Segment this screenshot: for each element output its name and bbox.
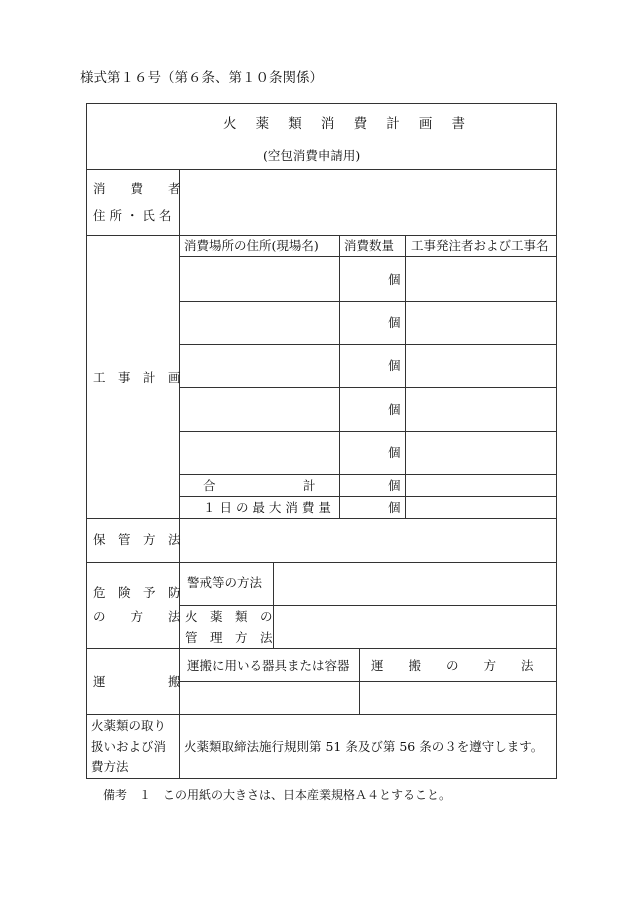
plan-quantity-divider: [339, 235, 340, 518]
rule-after-transport: [87, 714, 556, 715]
plan-header-rule: [179, 256, 556, 257]
plan-row-rule-1: [179, 301, 556, 302]
explosives-consumption-plan-form: [86, 103, 557, 779]
plan-contractor-divider: [405, 235, 406, 518]
rule-after-storage: [87, 562, 556, 563]
storage-label: 保 管 方 法: [93, 532, 181, 547]
unit-total: 個: [388, 478, 401, 493]
plan-row-rule-5: [179, 474, 556, 475]
storage-field[interactable]: [180, 519, 556, 562]
form-note: 備考 １ この用紙の大きさは、日本産業規格Ａ４とすること。: [103, 788, 452, 802]
form-subtitle: (空包消費申請用): [263, 148, 361, 163]
max-daily-label: １ 日 の 最 大 消 費 量: [203, 500, 331, 515]
danger-inner-rule: [179, 605, 556, 606]
unit-row-1: 個: [388, 272, 401, 287]
handling-label-line3: 費方法: [91, 759, 129, 774]
transport-equipment-header: 運搬に用いる器具または容器: [187, 658, 350, 673]
construction-plan-label: 工 事 計 画: [93, 370, 181, 385]
danger-label-line2: の 方 法: [93, 609, 181, 624]
rule-after-danger: [87, 648, 556, 649]
transport-method-header: 運 搬 の 方 法: [371, 658, 534, 673]
transport-inner-divider: [359, 648, 360, 714]
unit-max-daily: 個: [388, 500, 401, 515]
guard-method-label: 警戒等の方法: [187, 575, 263, 590]
form-number: 様式第１６号（第６条、第１０条関係）: [80, 70, 323, 86]
transport-label: 運 搬: [93, 674, 181, 689]
plan-row-rule-3: [179, 387, 556, 388]
consumer-label-line2: 住 所 ・ 氏 名: [93, 208, 172, 223]
transport-inner-rule: [179, 681, 556, 682]
total-label: 合 計: [203, 478, 316, 493]
danger-label-line1: 危 険 予 防: [93, 585, 181, 600]
unit-row-4: 個: [388, 402, 401, 417]
consumer-label-line1: 消 費 者: [93, 181, 181, 196]
plan-row-rule-4: [179, 431, 556, 432]
management-label-line1: 火 薬 類 の: [185, 609, 273, 624]
unit-row-2: 個: [388, 315, 401, 330]
handling-label-line1: 火薬類の取り: [91, 718, 167, 733]
danger-inner-divider: [273, 562, 274, 648]
management-label-line2: 管 理 方 法: [185, 630, 273, 645]
consumer-field[interactable]: [180, 170, 556, 235]
header-quantity: 消費数量: [344, 238, 395, 253]
plan-total-rule: [179, 496, 556, 497]
unit-row-5: 個: [388, 445, 401, 460]
rule-after-consumer: [87, 235, 556, 236]
handling-label-line2: 扱いおよび消: [91, 739, 167, 754]
form-title: 火 薬 類 消 費 計 画 書: [223, 116, 473, 132]
handling-content: 火薬類取締法施行規則第 51 条及び第 56 条の３を遵守します。: [184, 739, 544, 754]
header-location: 消費場所の住所(現場名): [184, 238, 319, 253]
plan-row-rule-2: [179, 344, 556, 345]
header-contractor: 工事発注者および工事名: [411, 238, 549, 253]
unit-row-3: 個: [388, 358, 401, 373]
